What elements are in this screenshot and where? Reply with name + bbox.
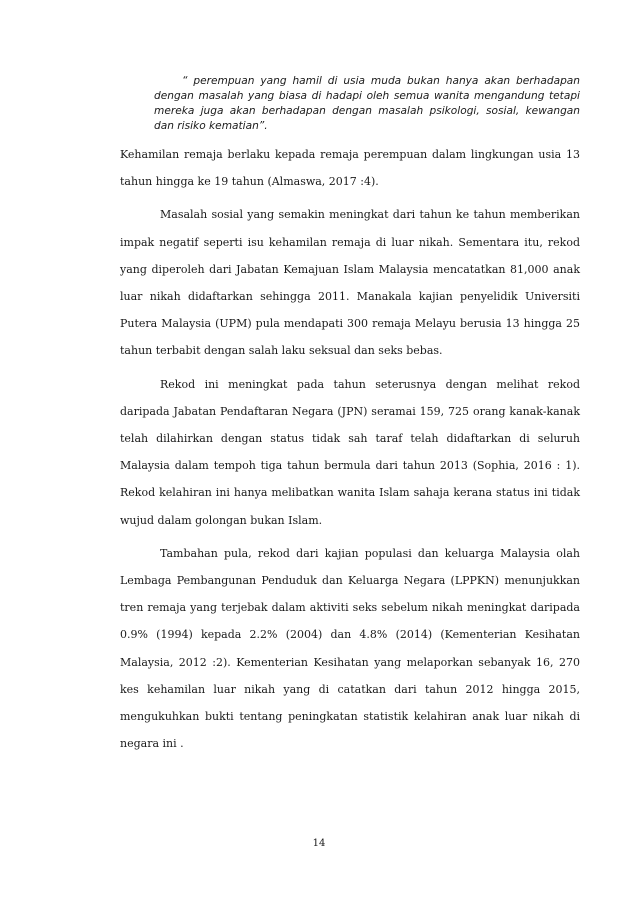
paragraph-3: Rekod ini meningkat pada tahun seterusnya dengan melihat rekod daripada Jabatan Pendaftaran Negara (JPN) seramai 159, 725 orang kanak-kanak telah dilahirkan dengan status tidak sah taraf telah didaftarkan di seluruh Malaysia dalam tempoh tiga tahun bermula dari tahun 2013 (Sophia, 2016 : 1). Rekod kelahiran ini hanya melibatkan wanita Islam sahaja kerana status ini tidak wujud dalam golongan bukan Islam. <box>120 377 580 527</box>
quote-text: “ perempuan yang hamil di usia muda bukan hanya akan berhadapan dengan masalah yang biasa di hadapi oleh semua wanita mengandung tetapi mereka juga akan berhadapan dengan masalah psikologi, sosial, kewangan dan risiko kematian”. <box>154 75 580 132</box>
block-quote <box>154 74 580 134</box>
paragraph-2: Masalah sosial yang semakin meningkat dari tahun ke tahun memberikan impak negatif seperti isu kehamilan remaja di luar nikah. Sementara itu, rekod yang diperoleh dari Jabatan Kemajuan Islam Malaysia mencatatkan 81,000 anak luar nikah didaftarkan sehingga 2011. Manakala kajian penyelidik Universiti Putera Malaysia (UPM) pula mendapati 300 remaja Melayu berusia 13 hingga 25 tahun terbabit dengan salah laku seksual dan seks bebas. <box>120 208 580 358</box>
page-number: 14 <box>312 838 326 849</box>
paragraph-4: Tambahan pula, rekod dari kajian populasi dan keluarga Malaysia olah Lembaga Pembangunan Penduduk dan Keluarga Negara (LPPKN) menunjukkan tren remaja yang terjebak dalam aktiviti seks sebelum nikah meningkat daripada 0.9% (1994) kepada 2.2% (2004) dan 4.8% (2014) (Kementerian Kesihatan Malaysia, 2012 :2). Kementerian Kesihatan yang melaporkan sebanyak 16, 270 kes kehamilan luar nikah yang di catatkan dari tahun 2012 hingga 2015, mengukuhkan bukti tentang peningkatan statistik kelahiran anak luar nikah di negara ini . <box>120 546 580 751</box>
body-text <box>120 141 580 757</box>
paragraph-1: Kehamilan remaja berlaku kepada remaja perempuan dalam lingkungan usia 13 tahun hingga ke 19 tahun (Almaswa, 2017 :4). <box>120 148 580 189</box>
